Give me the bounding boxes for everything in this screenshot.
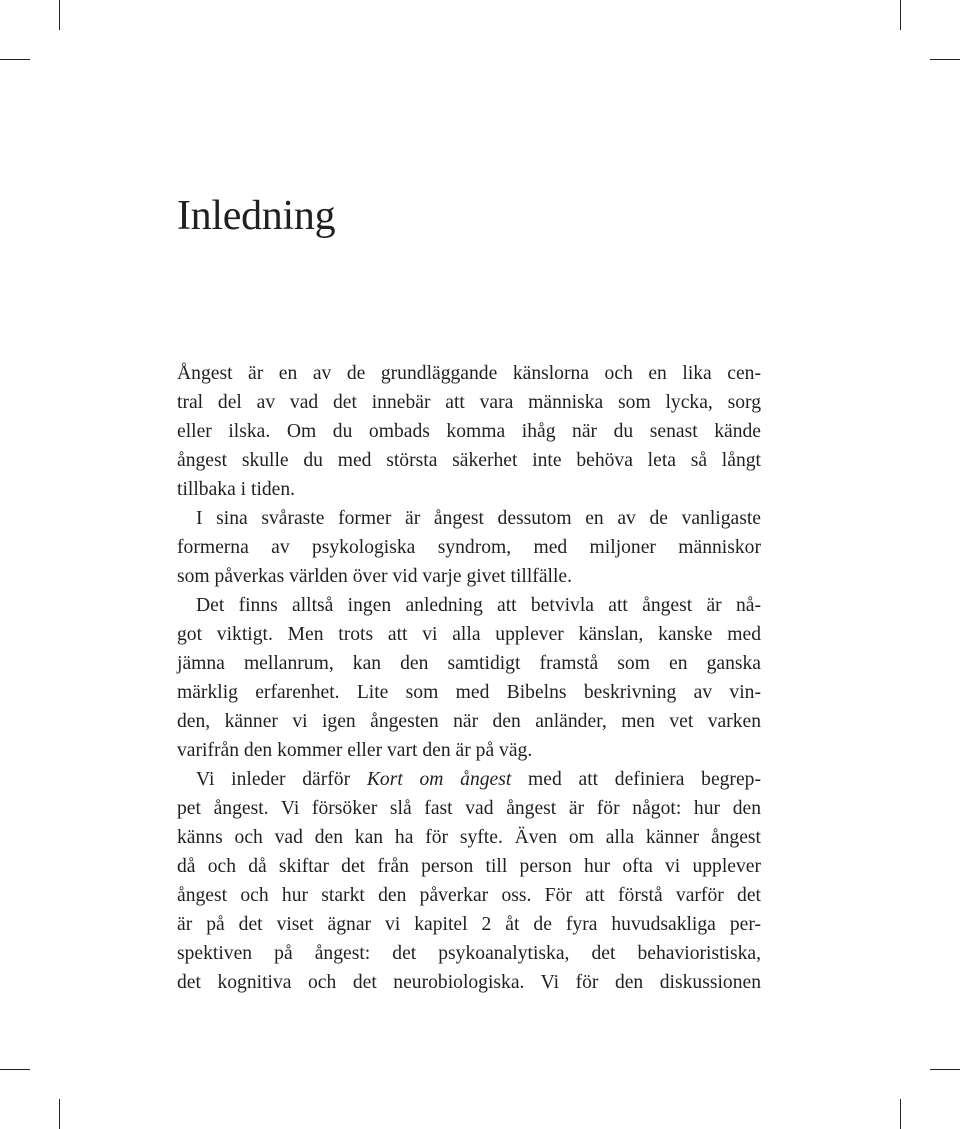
text-line: spektiven på ångest: det psykoanalytiska, det behavioristiska, — [177, 943, 761, 964]
crop-mark-top-right — [900, 0, 901, 30]
text-line: är på det viset ägnar vi kapitel 2 åt de fyra huvudsakliga per- — [177, 914, 761, 935]
text-line: Det finns alltså ingen anledning att betvivla att ångest är nå- — [196, 595, 761, 616]
text-line: eller ilska. Om du ombads komma ihåg när du senast kände — [177, 421, 761, 442]
text-line: tillbaka i tiden. — [177, 479, 296, 500]
text-line: ångest och hur starkt den påverkar oss. För att förstå varför det — [177, 885, 761, 906]
text-line: formerna av psykologiska syndrom, med miljoner människor — [177, 537, 761, 558]
text-line: det kognitiva och det neurobiologiska. Vi för den diskussionen — [177, 972, 761, 993]
text-run: med att definiera begrep- — [511, 769, 761, 790]
page-title: Inledning — [177, 193, 336, 239]
text-line: jämna mellanrum, kan den samtidigt framstå som en ganska — [177, 653, 761, 674]
crop-mark-bottom-right — [900, 1099, 901, 1129]
crop-mark-bottom-left — [0, 1069, 30, 1070]
crop-mark-top-left — [0, 59, 30, 60]
text-line — [177, 765, 761, 794]
text-line: tral del av vad det innebär att vara människa som lycka, sorg — [177, 392, 761, 413]
text-line: märklig erfarenhet. Lite som med Bibelns beskrivning av vin- — [177, 682, 761, 703]
text-line: ångest skulle du med största säkerhet inte behöva leta så långt — [177, 450, 761, 471]
book-title-italic: Kort om ångest — [366, 769, 512, 790]
body-text — [177, 359, 761, 997]
text-run: Vi inleder därför — [196, 769, 367, 790]
text-line: känns och vad den kan ha för syfte. Även om alla känner ångest — [177, 827, 761, 848]
text-line: Ångest är en av de grundläggande känslorna och en lika cen- — [177, 363, 761, 384]
text-line: varifrån den kommer eller vart den är på väg. — [177, 740, 533, 761]
text-line: I sina svåraste former är ångest dessutom en av de vanligaste — [196, 508, 761, 529]
text-line: då och då skiftar det från person till person hur ofta vi upplever — [177, 856, 761, 877]
crop-mark-top-left — [59, 0, 60, 30]
crop-mark-bottom-right — [930, 1069, 960, 1070]
text-line: den, känner vi igen ångesten när den anländer, men vet varken — [177, 711, 761, 732]
crop-mark-bottom-left — [59, 1099, 60, 1129]
crop-mark-top-right — [930, 59, 960, 60]
text-line: pet ångest. Vi försöker slå fast vad ångest är för något: hur den — [177, 798, 761, 819]
text-line: som påverkas världen över vid varje givet tillfälle. — [177, 566, 573, 587]
text-line: got viktigt. Men trots att vi alla upplever känslan, kanske med — [177, 624, 761, 645]
